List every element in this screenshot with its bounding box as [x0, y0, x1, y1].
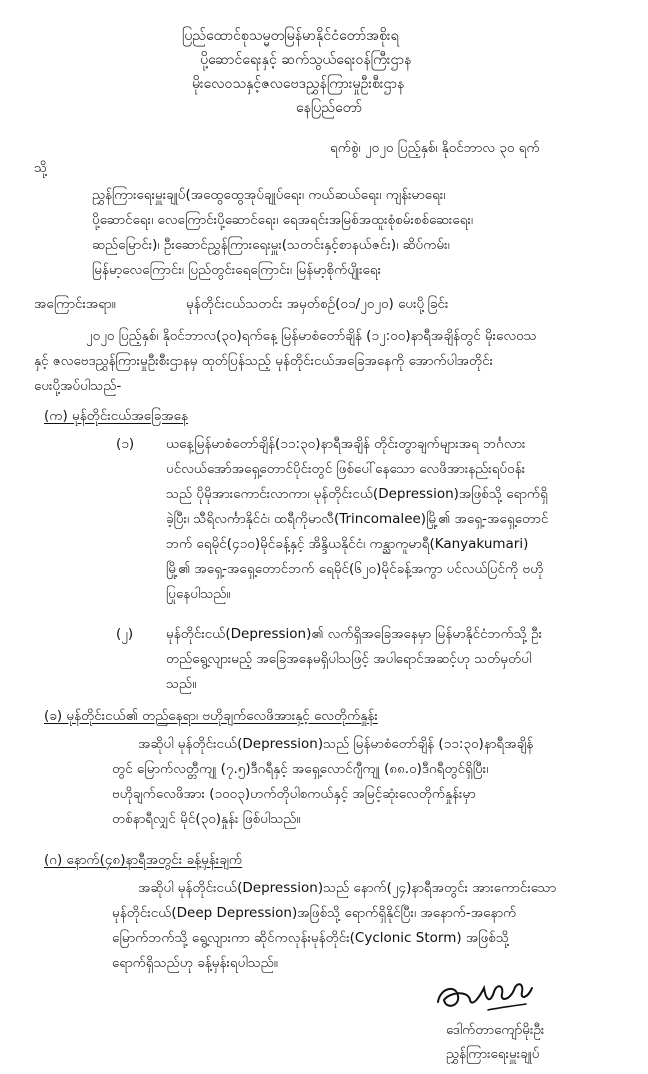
section-b-heading: (ခ) မုန်တိုင်းငယ်၏ တည်နေရာ၊ ဗဟိုချက်လေဖိအားနှင့် လေတိုက်နှုန်း: [44, 708, 378, 724]
signatory-name: ဒေါက်တာကျော်မိုးဦး: [446, 1022, 545, 1038]
recipient-line: ဆည်မြောင်း)၊ ဦးဆောင်ညွှန်ကြားရေးမှူး(သတင်းနှင့်စာနယ်ဇင်း)၊ ဆိပ်ကမ်း၊: [92, 237, 450, 253]
to-label: သို့: [34, 160, 48, 176]
subject-label: အကြောင်းအရာ။: [34, 296, 116, 312]
intro-line: ပေးပို့အပ်ပါသည်-: [34, 378, 122, 394]
recipient-line: မြန်မာ့လေကြောင်း၊ ပြည်တွင်းရေကြောင်း၊ မြန်မာ့စိုက်ပျိုးရေး: [92, 262, 382, 278]
item-2-number: (၂): [116, 626, 134, 642]
header-line-2: ပို့ဆောင်ရေးနှင့် ဆက်သွယ်ရေးဝန်ကြီးဌာန: [200, 52, 412, 68]
intro-line: ၂၀၂၀ ပြည့်နှစ်၊ နိုဝင်ဘာလ(၃၀)ရက်နေ့ မြန်မာစံတော်ချိန် (၁၂:၀၀)နာရီအချိန်တွင် မိုးလေဝသ: [86, 328, 537, 344]
date-line: ရက်စွဲ၊ ၂၀၂၀ ပြည့်နှစ်၊ နိုဝင်ဘာလ ၃၀ ရက်: [330, 140, 540, 156]
intro-line: နှင့် ဇလဗေဒညွှန်ကြားမှုဦးစီးဌာနမှ ထုတ်ပြန်သည့် မုန်တိုင်းငယ်အခြေအနေကို အောက်ပါအတိုင်း: [34, 353, 494, 369]
handwritten-signature: [428, 970, 558, 1020]
subject-text: မုန်တိုင်းငယ်သတင်း အမှတ်စဉ်(၀၁/၂၀၂၀) ပေးပို့ခြင်း: [186, 296, 449, 312]
section-b-text: အဆိုပါ မုန်တိုင်းငယ်(Depression)သည် မြန်မာစံတော်ချိန် (၁၁:၃၀)နာရီအချိန် တွင် မြောက်လတ္တီကျု (၇.၅)ဒီဂရီနှင့် အရှေ့လောင်ဂျီကျု (၈၈.၀)ဒီဂရီတွင်ရှိပြီး၊ ဗဟိုချက်လေဖိအား (၁၀၀၃)ဟက်တိုပါစကယ်နှင့် အမြင့်ဆုံးလေတိုက်နှုန်းမှာ တစ်နာရီလျှင် မိုင်(၃၀)နှုန်း ဖြစ်ပါသည်။: [112, 736, 534, 827]
item-1-number: (၁): [116, 436, 135, 452]
intro-paragraph: [34, 324, 537, 399]
section-c-text: အဆိုပါ မုန်တိုင်းငယ်(Depression)သည် နောက်(၂၄)နာရီအတွင်း အားကောင်းသော မုန်တိုင်းငယ်(Deep Depression)အဖြစ်သို့ ရောက်ရှိနိုင်ပြီး၊ အနောက်-အနောက် မြောက်ဘက်သို့ ရွေ့လျားကာ ဆိုင်ကလုန်းမုန်တိုင်း(Cyclonic Storm) အဖြစ်သို့ ရောက်ရှိသည်ဟု ခန့်မှန်းရပါသည်။: [112, 880, 557, 971]
recipients-block: [92, 183, 473, 283]
item-1-text: ယနေ့မြန်မာစံတော်ချိန်(၁၁:၃၀)နာရီအချိန် တိုင်းတွာချက်များအရ ဘင်္ဂလား ပင်လယ်အော်အရှေ့တောင်ပိုင်းတွင် ဖြစ်ပေါ်နေသော လေဖိအားနည်းရပ်ဝန်း သည် ပိုမိုအားကောင်းလာကာ၊ မုန်တိုင်းငယ်(Depression)အဖြစ်သို့ ရောက်ရှိ ခဲ့ပြီး၊ သီရိလင်္ကာနိုင်ငံ၊ ထရီကိုမာလီ(Trincomalee)မြို့၏ အရှေ့-အရှေ့တောင် ဘက် ရေမိုင်(၄၁၀)မိုင်ခန့်နှင့် အိန္ဒိယနိုင်ငံ၊ ကန္ညာကူမာရီ(Kanyakumari) မြို့၏ အရှေ့-အရှေ့တောင်ဘက် ရေမိုင်(၆၂၀)မိုင်ခန့်အကွာ ပင်လယ်ပြင်ကို ဗဟို ပြုနေပါသည်။: [166, 436, 549, 602]
header-line-4: နေပြည်တော်: [296, 100, 363, 116]
section-c-heading: (ဂ) နောက်(၄၈)နာရီအတွင်း ခန့်မှန်းချက်: [44, 852, 243, 868]
section-a-heading: (က) မုန်တိုင်းငယ်အခြေအနေ: [44, 408, 188, 424]
header-line-1: ပြည်ထောင်စုသမ္မတမြန်မာနိုင်ငံတော်အစိုးရ: [182, 28, 399, 44]
header-line-3: မိုးလေဝသနှင့်ဇလဗေဒညွှန်ကြားမှုဦးစီးဌာန: [192, 76, 405, 92]
recipient-line: ညွှန်ကြားရေးမှူးချုပ်(အထွေထွေအုပ်ချုပ်ရေး၊ ကယ်ဆယ်ရေး၊ ကျန်းမာရေး၊: [92, 187, 446, 203]
signatory-title: ညွှန်ကြားရေးမှူးချုပ်: [446, 1046, 540, 1062]
item-2-text: မုန်တိုင်းငယ်(Depression)၏ လက်ရှိအခြေအနေမှာ မြန်မာနိုင်ငံဘက်သို့ ဦး တည်ရွေ့လျားမည့် အခြေအနေမရှိပါသဖြင့် အပါရောင်အဆင့်ဟု သတ်မှတ်ပါ သည်။: [166, 626, 543, 692]
recipient-line: ပို့ဆောင်ရေး၊ လေကြောင်းပို့ဆောင်ရေး၊ ရေအရင်းအမြစ်အထူးစုံစမ်းစစ်ဆေးရေး၊: [92, 212, 474, 228]
